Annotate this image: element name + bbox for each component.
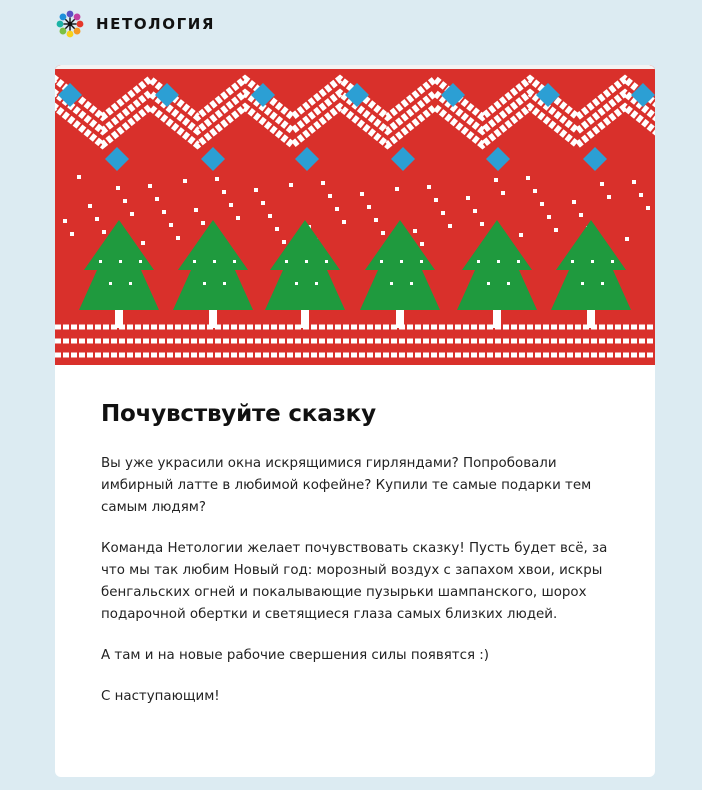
paragraph-wishes: Команда Нетологии желает почувствовать сказку! Пусть будет всё, за что мы так любим Новый год: морозный воздух с запахом хвои, искры бенгальских огней и покалывающие пузырьки шампанского, шорох подарочной обертки и светящиеся глаза самых близких людей. xyxy=(101,541,608,622)
email-content xyxy=(55,365,655,708)
paragraph-work: А там и на новые рабочие свершения силы появятся :) xyxy=(101,648,489,663)
brand-name[interactable]: НЕТОЛОГИЯ xyxy=(96,15,216,33)
christmas-sweater-banner xyxy=(55,65,655,365)
paragraph-greeting: С наступающим! xyxy=(101,689,220,704)
netology-logo-icon[interactable] xyxy=(55,9,85,39)
email-card xyxy=(55,65,655,777)
email-title: Почувствуйте сказку xyxy=(101,401,376,427)
header xyxy=(55,8,215,40)
paragraph-intro: Вы уже украсили окна искрящимися гирляндами? Попробовали имбирный латте в любимой кофейне? Купили те самые подарки тем самым людям? xyxy=(101,456,592,515)
